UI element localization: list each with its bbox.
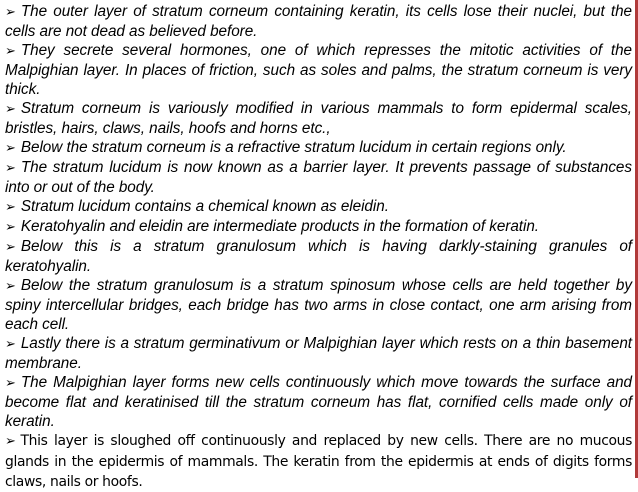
arrowhead-bullet-icon: ➢ — [5, 141, 16, 156]
arrowhead-bullet-icon: ➢ — [5, 240, 16, 255]
bullet-item-11 — [5, 373, 632, 431]
bullet-item-1 — [5, 2, 632, 41]
arrowhead-bullet-icon: ➢ — [5, 376, 16, 391]
bullet-item-2 — [5, 41, 632, 99]
bullet-text: Below this is a stratum granulosum which is having darkly-staining granules of keratohyalin. — [5, 238, 632, 275]
bullet-item-5 — [5, 158, 632, 197]
bullet-item-10 — [5, 334, 632, 373]
bullet-text: Keratohyalin and eleidin are intermediate products in the formation of keratin. — [20, 218, 539, 235]
arrowhead-bullet-icon: ➢ — [5, 161, 16, 176]
bullet-text: This layer is sloughed off continuously and replaced by new cells. There are no mucous glands in the epidermis of mammals. The keratin from the epidermis at ends of digits forms claws, nails or hoofs. — [5, 433, 632, 490]
bullet-item-3 — [5, 99, 632, 138]
arrowhead-bullet-icon: ➢ — [5, 434, 16, 449]
bullet-text: Lastly there is a stratum germinativum or Malpighian layer which rests on a thin basement membrane. — [5, 335, 632, 372]
arrowhead-bullet-icon: ➢ — [5, 337, 16, 352]
bullet-text: Stratum lucidum contains a chemical known as eleidin. — [20, 198, 389, 215]
bullet-item-8 — [5, 237, 632, 276]
bullet-list — [5, 2, 632, 492]
arrowhead-bullet-icon: ➢ — [5, 200, 16, 215]
bullet-text: The Malpighian layer forms new cells continuously which move towards the surface and become flat and keratinised till the stratum corneum has flat, cornified cells made only of keratin. — [5, 374, 632, 430]
bullet-text: Below the stratum corneum is a refractive stratum lucidum in certain regions only. — [20, 139, 567, 156]
bullet-item-12 — [5, 431, 632, 492]
bullet-text: The outer layer of stratum corneum containing keratin, its cells lose their nuclei, but the cells are not dead as believed before. — [5, 3, 632, 40]
bullet-text: The stratum lucidum is now known as a barrier layer. It prevents passage of substances into or out of the body. — [5, 159, 632, 196]
bullet-item-7 — [5, 217, 632, 237]
arrowhead-bullet-icon: ➢ — [5, 44, 16, 59]
bullet-text: Stratum corneum is variously modified in various mammals to form epidermal scales, bristles, hairs, claws, nails, hoofs and horns etc., — [5, 100, 632, 137]
arrowhead-bullet-icon: ➢ — [5, 102, 16, 117]
bullet-item-4 — [5, 138, 632, 158]
bullet-text: They secrete several hormones, one of which represses the mitotic activities of the Malpighian layer. In places of friction, such as soles and palms, the stratum corneum is very thick. — [5, 42, 632, 98]
bullet-item-6 — [5, 197, 632, 217]
arrowhead-bullet-icon: ➢ — [5, 279, 16, 294]
arrowhead-bullet-icon: ➢ — [5, 5, 16, 20]
arrowhead-bullet-icon: ➢ — [5, 220, 16, 235]
bullet-item-9 — [5, 276, 632, 334]
bullet-text: Below the stratum granulosum is a stratum spinosum whose cells are held together by spiny intercellular bridges, each bridge has two arms in close contact, one arm arising from each cell. — [5, 277, 632, 333]
